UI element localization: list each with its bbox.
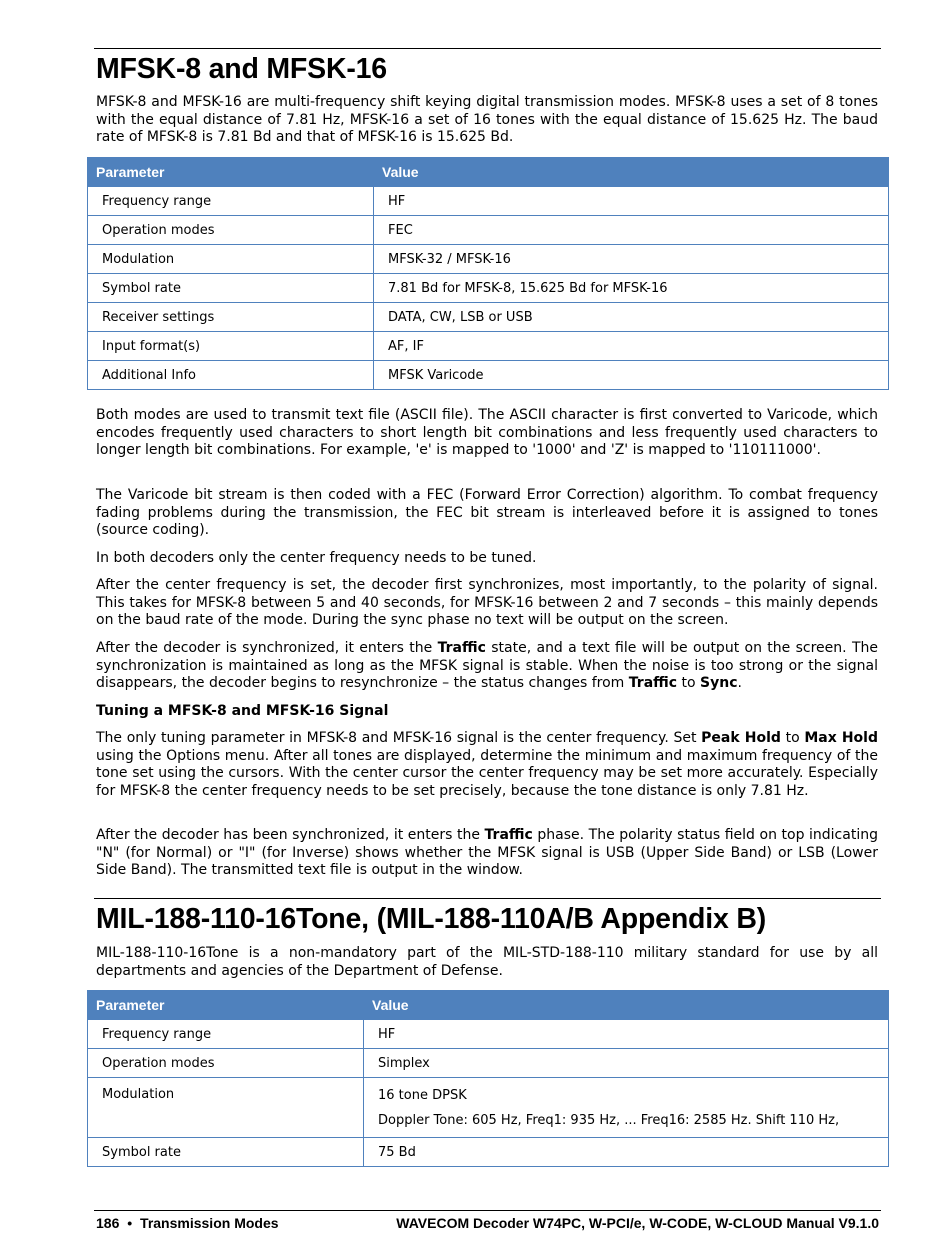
- footer-rule: [94, 1210, 881, 1211]
- tuning-subheading: Tuning a MFSK-8 and MFSK-16 Signal: [96, 703, 389, 719]
- traffic-term: Traffic: [484, 827, 533, 843]
- mfsk-intro-paragraph: MFSK-8 and MFSK-16 are multi-frequency shift keying digital transmission modes. MFSK-8 uses a set of 8 tones with the equal distance of 7.81 Hz, MFSK-16 a set of 16 tones with the equal distance of 15.625 Hz. The baud rate of MFSK-8 is 7.81 Bd and that of MFSK-16 is 15.625 Bd.: [96, 94, 878, 146]
- max-hold-term: Max Hold: [804, 730, 878, 746]
- manual-title: WAVECOM Decoder W74PC, W-PCI/e, W-CODE, W-CLOUD Manual V9.1.0: [396, 1215, 879, 1231]
- table-row: [88, 187, 889, 216]
- table-row: [88, 303, 889, 332]
- table-row: [88, 245, 889, 274]
- param-cell: Operation modes: [88, 1049, 364, 1078]
- value-cell: DATA, CW, LSB or USB: [374, 303, 889, 332]
- param-cell: Receiver settings: [88, 303, 374, 332]
- fec-paragraph: The Varicode bit stream is then coded with a FEC (Forward Error Correction) algorithm. To combat frequency fading problems during the transmission, the FEC bit stream is interleaved before it is assigned to tones (source coding).: [96, 487, 878, 539]
- table-row: [88, 1078, 889, 1138]
- value-cell: Simplex: [364, 1049, 889, 1078]
- param-cell: Frequency range: [88, 1020, 364, 1049]
- table-header-row: [88, 991, 889, 1020]
- param-cell: Modulation: [88, 245, 374, 274]
- bullet-separator: •: [127, 1215, 133, 1231]
- tuning-paragraph: The only tuning parameter in MFSK-8 and MFSK-16 signal is the center frequency. Set Peak Hold to Max Hold using the Options menu. After all tones are displayed, determine the minimum and maximum frequency of the tone set using the cursors. With the center cursor the center frequency may be set more accurately. Especially for MFSK-8 the center frequency needs to be set precisely, because the tone distance is only 7.81 Hz.: [96, 730, 878, 799]
- value-cell: HF: [364, 1020, 889, 1049]
- param-cell: Symbol rate: [88, 1138, 364, 1167]
- sync-term: Sync: [700, 675, 738, 692]
- modulation-value: 16 tone DPSK: [378, 1088, 467, 1103]
- traffic-state-paragraph: After the decoder is synchronized, it enters the Traffic state, and a text file will be output on the screen. The synchronization is maintained as long as the MFSK signal is stable. When the noise is too strong or the signal disappears, the decoder begins to resynchronize – the status changes from Traffic to Sync.: [96, 640, 878, 692]
- value-cell: [364, 1078, 889, 1138]
- synchronization-paragraph: After the center frequency is set, the decoder first synchronizes, most importantly, to the polarity of signal. This takes for MFSK-8 between 5 and 40 seconds, for MFSK-16 between 2 and 7 seconds – this mainly depends on the baud rate of the mode. During the sync phase no text will be output on the screen.: [96, 577, 878, 629]
- top-rule: [94, 48, 881, 49]
- section-title-mil-188: MIL-188-110-16Tone, (MIL-188-110A/B Appendix B): [96, 903, 767, 935]
- param-cell: Additional Info: [88, 361, 374, 390]
- table-row: [88, 1020, 889, 1049]
- chapter-name: Transmission Modes: [140, 1215, 279, 1231]
- param-cell: Operation modes: [88, 216, 374, 245]
- value-cell: HF: [374, 187, 889, 216]
- traffic-term: Traffic: [628, 675, 678, 692]
- section-title-mfsk: MFSK-8 and MFSK-16: [96, 53, 387, 85]
- value-cell: 7.81 Bd for MFSK-8, 15.625 Bd for MFSK-16: [374, 274, 889, 303]
- param-cell: Input format(s): [88, 332, 374, 361]
- traffic-term: Traffic: [437, 640, 486, 656]
- table-row: [88, 1049, 889, 1078]
- table-header-parameter: Parameter: [88, 158, 374, 187]
- mil-intro-paragraph: MIL-188-110-16Tone is a non-mandatory part of the MIL-STD-188-110 military standard for use by all departments and agencies of the Department of Defense.: [96, 945, 878, 979]
- value-cell: MFSK Varicode: [374, 361, 889, 390]
- doppler-tone-value: Doppler Tone: 605 Hz, Freq1: 935 Hz, ... Freq16: 2585 Hz. Shift 110 Hz,: [378, 1113, 840, 1128]
- peak-hold-term: Peak Hold: [701, 730, 781, 746]
- page-number: 186: [96, 1215, 120, 1231]
- table-header-value: Value: [364, 991, 889, 1020]
- mil-parameter-table: [87, 990, 889, 1167]
- center-frequency-paragraph: In both decoders only the center frequency needs to be tuned.: [96, 550, 537, 566]
- table-header-row: [88, 158, 889, 187]
- table-header-parameter: Parameter: [88, 991, 364, 1020]
- table-row: [88, 361, 889, 390]
- table-row: [88, 1138, 889, 1167]
- varicode-paragraph: Both modes are used to transmit text file (ASCII file). The ASCII character is first converted to Varicode, which encodes frequently used characters to short length bit combinations and less frequently used characters to longer length bit combinations. For example, 'e' is mapped to '1000' and 'Z' is mapped to '110111000'.: [96, 407, 878, 459]
- mfsk-parameter-table: [87, 157, 889, 390]
- section-rule: [94, 898, 881, 899]
- value-cell: FEC: [374, 216, 889, 245]
- param-cell: Frequency range: [88, 187, 374, 216]
- footer-left: [96, 1215, 279, 1231]
- table-row: [88, 332, 889, 361]
- polarity-paragraph: After the decoder has been synchronized, it enters the Traffic phase. The polarity status field on top indicating "N" (for Normal) or "I" (for Inverse) shows whether the MFSK signal is USB (Upper Side Band) or LSB (Lower Side Band). The transmitted text file is output in the window.: [96, 827, 878, 879]
- value-cell: AF, IF: [374, 332, 889, 361]
- param-cell: Symbol rate: [88, 274, 374, 303]
- param-cell: Modulation: [88, 1078, 364, 1138]
- value-cell: MFSK-32 / MFSK-16: [374, 245, 889, 274]
- table-row: [88, 274, 889, 303]
- table-header-value: Value: [374, 158, 889, 187]
- value-cell: 75 Bd: [364, 1138, 889, 1167]
- table-row: [88, 216, 889, 245]
